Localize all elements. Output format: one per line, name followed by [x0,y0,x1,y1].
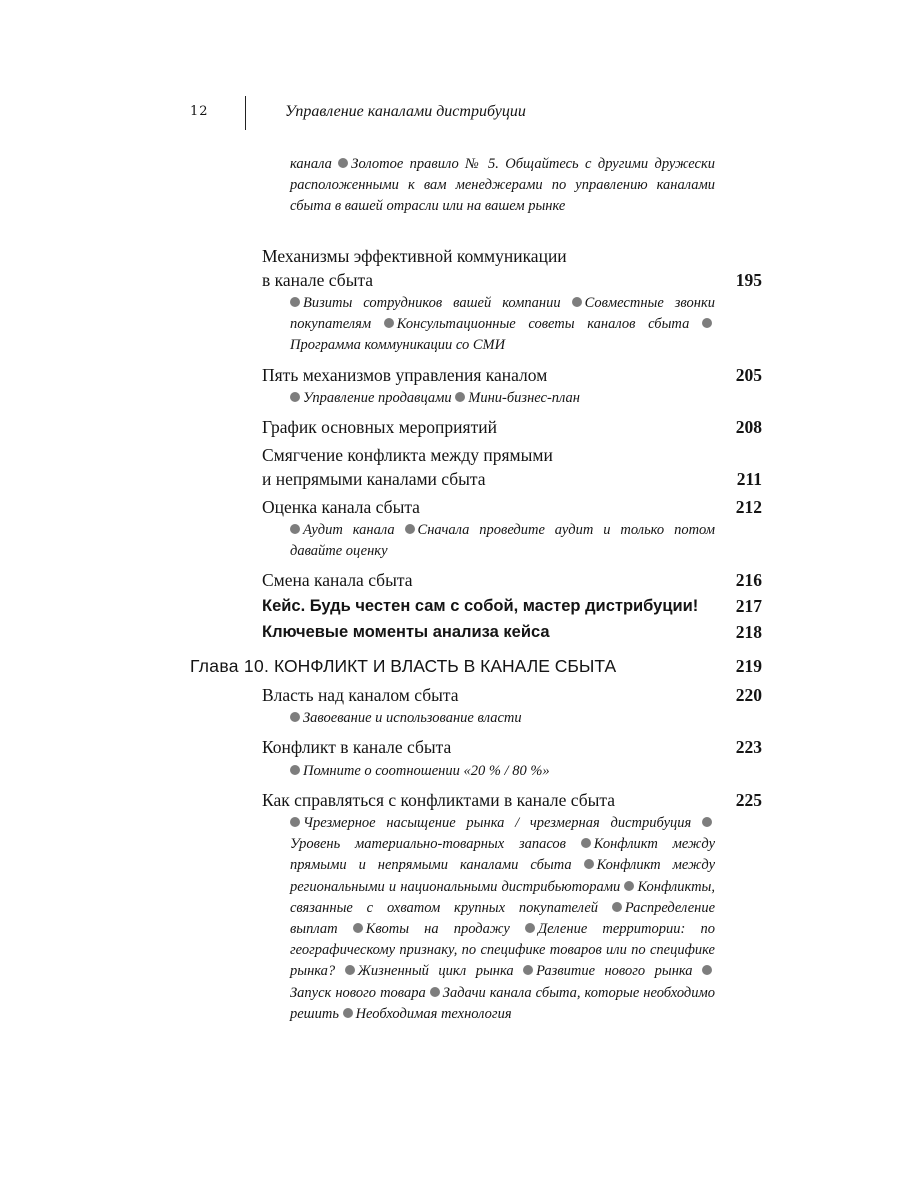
toc-entry-title: График основных мероприятий [262,417,497,437]
toc-entry-title: Как справляться с конфликтами в канале сбыта [262,790,616,810]
toc-subitem: Необходимая технология [355,1005,512,1022]
subitem-list [290,813,715,1025]
running-title: Управление каналами дистрибуции [285,103,526,120]
toc-page-number: 217 [735,596,762,616]
bullet-icon [405,524,415,534]
toc-subitem: Задачи канала сбыта, которые необходимо решить [290,984,715,1022]
toc-entry-case[interactable] [262,594,762,618]
toc-entry[interactable] [262,443,762,491]
toc-chapter[interactable] [190,654,762,678]
bullet-icon [290,817,300,827]
bullet-icon [584,859,594,869]
toc-subitem: Деление территории: по географическому признаку, по специфике товаров или по специфике рынка? [290,921,715,980]
toc-subitem: Завоевание и использование власти [303,710,522,726]
toc-entry[interactable] [262,683,762,707]
toc-page-number: 218 [735,622,762,642]
toc-entry-title: Пять механизмов управления каналом [262,365,548,385]
bullet-icon [353,923,363,933]
toc-page-number: 205 [735,365,762,385]
toc-subitem: Мини-бизнес-план [468,390,580,406]
toc-entry-title: Кейс. Будь честен сам с собой, мастер дистрибуции! [262,597,699,615]
toc-page-number: 211 [736,469,762,489]
toc-subitem: Развитие нового рынка [536,963,693,980]
bullet-icon [430,987,440,997]
subitem-list [290,761,715,782]
toc-entry[interactable] [262,363,762,387]
chapter-title: КОНФЛИКТ И ВЛАСТЬ В КАНАЛЕ СБЫТА [274,656,617,676]
bullet-icon [581,838,591,848]
toc-subitem: Программа коммуникации со СМИ [290,337,506,354]
toc-subitem: Аудит канала [303,522,395,538]
toc-page-number: 223 [735,737,762,757]
toc-page-number: 225 [735,790,762,810]
toc-entry-title: Конфликт в канале сбыта [262,737,452,757]
toc-subitem: канала [290,156,332,172]
bullet-icon [290,765,300,775]
toc-subitem: Сначала проведите аудит и только потом давайте оценку [290,522,715,560]
toc-entry-case[interactable] [262,620,762,644]
bullet-icon [290,524,300,534]
toc-subitems [290,708,715,729]
toc-entry-title: Механизмы эффективной коммуникации [262,246,567,266]
toc-subitems [290,520,715,562]
toc-page-number: 216 [735,570,762,590]
toc-subitem: Конфликт между региональными и национальными дистрибьюторами [290,857,716,895]
toc-page-number: 219 [735,656,762,676]
bullet-icon [343,1008,353,1018]
bullet-icon [290,392,300,402]
toc-entry-title: Оценка канала сбыта [262,497,420,517]
bullet-icon [345,965,355,975]
toc-subitem: Чрезмерное насыщение рынка / чрезмерная дистрибуция [303,815,692,831]
bullet-icon [290,712,300,722]
running-head [0,96,900,132]
toc-page-number: 220 [735,685,762,705]
subitem-list [290,388,715,409]
bullet-icon [702,965,712,975]
bullet-icon [338,158,348,168]
bullet-icon [572,297,582,307]
bullet-icon [702,817,712,827]
toc-subitem: Уровень материально-товарных запасов [290,836,566,853]
toc-entry[interactable] [262,568,762,592]
toc-entry[interactable] [262,495,762,519]
bullet-icon [702,318,712,328]
toc-subitem: Квоты на продажу [365,921,510,938]
bullet-icon [525,923,535,933]
bullet-icon [384,318,394,328]
toc-page-number: 208 [735,417,762,437]
page-number: 12 [190,104,209,119]
toc-subitems [290,154,715,218]
subitem-list [290,708,715,729]
toc-subitem: Жизненный цикл рынка [357,963,514,980]
toc-page-number: 212 [735,497,762,517]
bullet-icon [612,902,622,912]
toc-subitems [290,813,715,1025]
toc-entry[interactable] [262,735,762,759]
subitem-list [290,520,715,562]
bullet-icon [290,297,300,307]
chapter-label: Глава 10. [190,656,270,676]
toc-subitem: Распределение выплат [290,899,716,938]
subitem-list [290,293,715,357]
bullet-icon [624,881,634,891]
bullet-icon [455,392,465,402]
toc-entry-title: Власть над каналом сбыта [262,685,459,705]
toc-entry-title: и непрямыми каналами сбыта [262,469,486,489]
header-divider [245,96,246,130]
toc-entry-title: Смена канала сбыта [262,570,413,590]
toc-entry-title: Ключевые моменты анализа кейса [262,623,550,641]
toc-subitem: Запуск нового товара [290,984,426,1001]
toc-subitem: Конфликты, связанные с охватом крупных покупателей [290,878,715,916]
toc-subitem: Совместные звонки покупателям [290,295,716,333]
toc-subitems [290,293,715,357]
toc-subitem: Визиты сотрудников вашей компании [303,295,561,311]
toc-subitem: Конфликт между прямыми и непрямыми каналами сбыта [290,836,715,874]
toc-entry[interactable] [262,415,762,439]
toc-subitem: Управление продавцами [303,390,452,406]
toc-subitem: Золотое правило № 5. Общайтесь с другими дружески расположенными к вам менеджерами по управлению каналами сбыта в вашей отрасли или на вашем рынке [290,156,716,215]
toc-subitems [290,388,715,409]
toc-entry-title: Смягчение конфликта между прямыми [262,445,553,465]
toc-entry-title: в канале сбыта [262,270,374,290]
bullet-icon [523,965,533,975]
toc-subitems [290,761,715,782]
toc-subitem: Консультационные советы каналов сбыта [396,316,690,333]
toc-subitem: Помните о соотношении «20 % / 80 %» [303,763,550,779]
toc-entry[interactable] [262,244,762,292]
toc-page-number: 195 [735,270,762,290]
toc-entry[interactable] [262,788,762,812]
subitem-list [290,154,715,218]
